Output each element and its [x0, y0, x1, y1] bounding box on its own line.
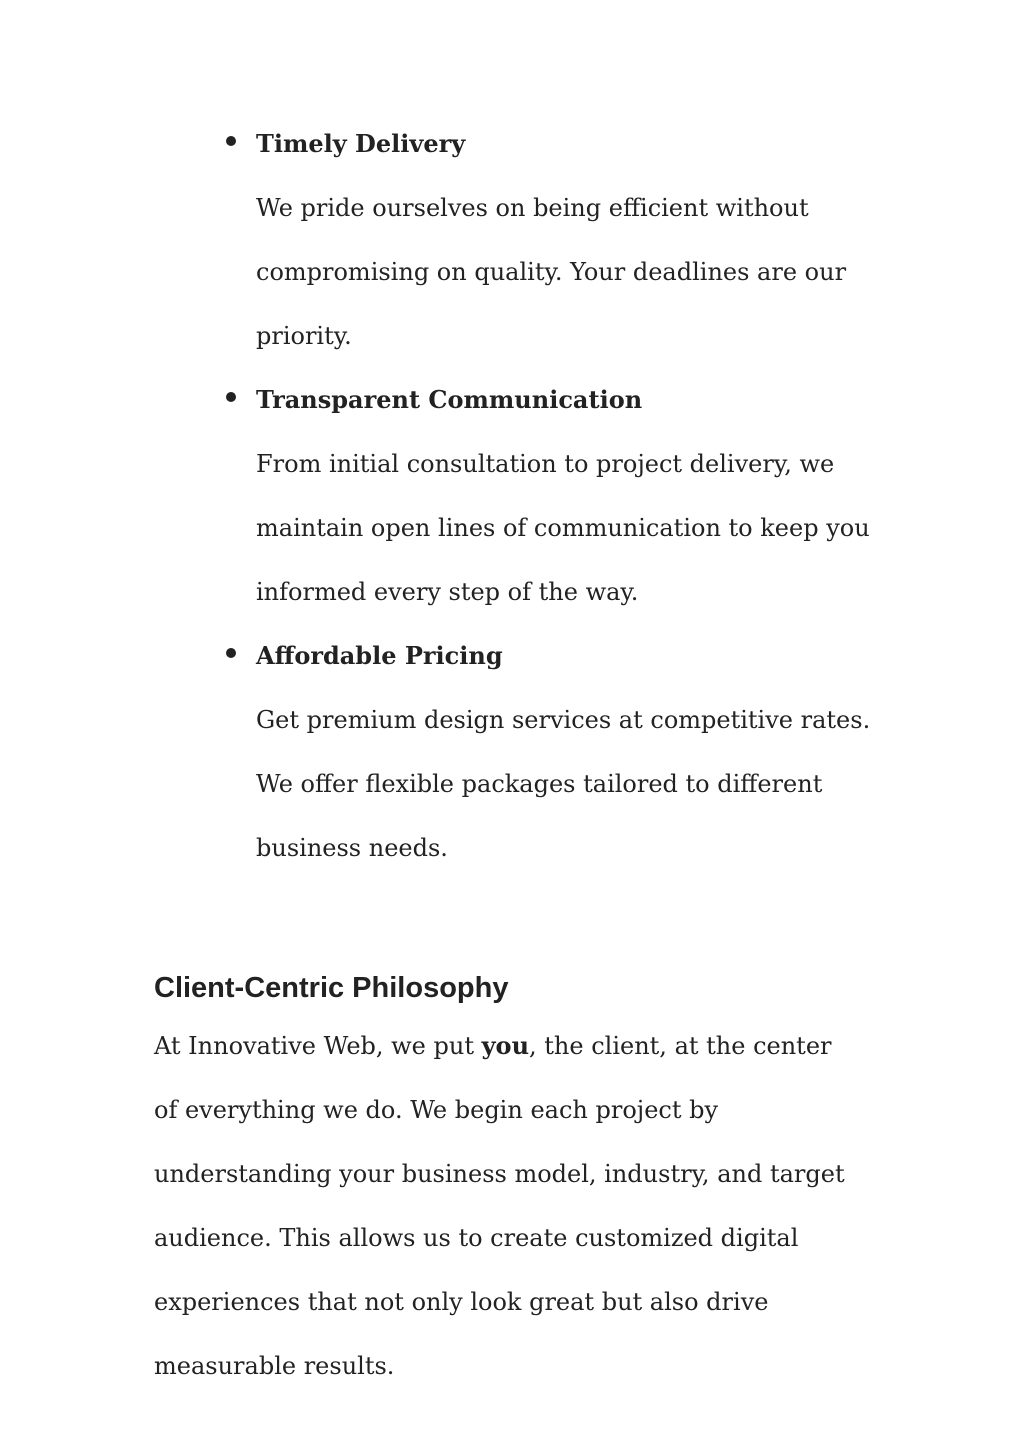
emphasis-text: you — [481, 1031, 530, 1060]
feature-title: Transparent Communication — [256, 385, 643, 414]
philosophy-section — [154, 962, 854, 1398]
list-item — [256, 368, 896, 624]
bullet-icon — [226, 648, 236, 658]
list-item — [256, 624, 896, 880]
feature-description: From initial consultation to project delivery, we maintain open lines of communication to keep you informed every step of the way. — [256, 450, 870, 606]
philosophy-paragraph — [154, 1014, 854, 1398]
list-item — [256, 112, 896, 368]
features-list — [256, 112, 896, 880]
paragraph-text-start: At Innovative Web, we put — [154, 1032, 482, 1060]
section-heading: Client-Centric Philosophy — [154, 972, 509, 1004]
bullet-icon — [226, 392, 236, 402]
feature-title: Affordable Pricing — [256, 641, 503, 670]
feature-description: We pride ourselves on being efficient without compromising on quality. Your deadlines are our priority. — [256, 194, 847, 350]
bullet-icon — [226, 136, 236, 146]
paragraph-text-end: , the client, at the center of everything we do. We begin each project by understanding your business model, industry, and target audience. This allows us to create customized digital experiences that not only look great but also drive measurable results. — [154, 1032, 845, 1380]
feature-title: Timely Delivery — [256, 129, 466, 158]
feature-description: Get premium design services at competitive rates. We offer flexible packages tailored to different business needs. — [256, 706, 871, 862]
